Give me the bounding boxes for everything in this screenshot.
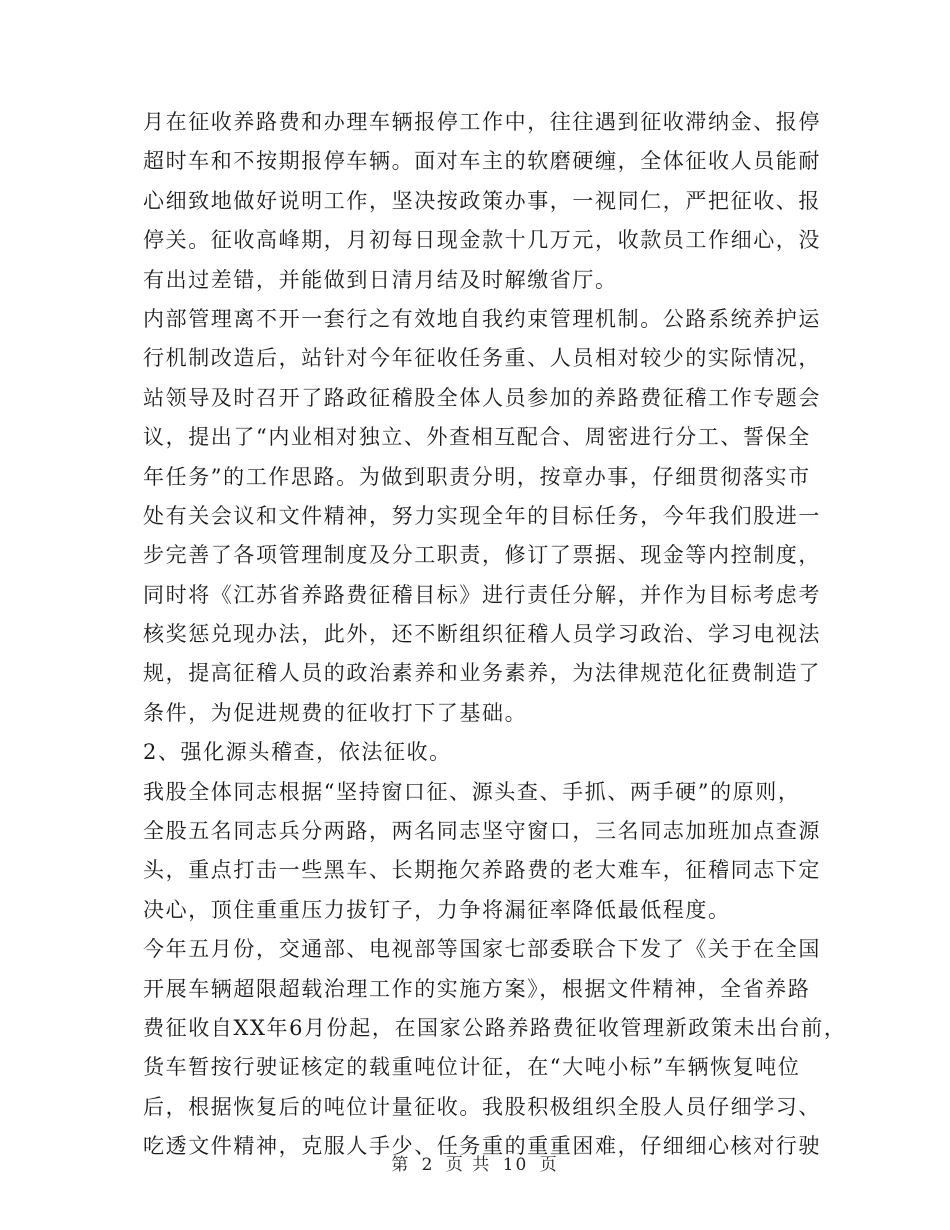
text-line: 年任务”的工作思路。为做到职责分明，按章办事，仔细贯彻落实市 [143, 464, 811, 489]
text-line: 今年五月份，交通部、电视部等国家七部委联合下发了《关于在全国 [143, 937, 821, 962]
text-line: 步完善了各项管理制度及分工职责，修订了票据、现金等内控制度， [143, 543, 821, 568]
text-line: 核奖惩兑现办法，此外，还不断组织征稽人员学习政治、学习电视法 [143, 622, 821, 647]
text-line: 站领导及时召开了路政征稽股全体人员参加的养路费征稽工作专题会 [143, 385, 821, 410]
text-line: 议，提出了“内业相对独立、外查相互配合、周密进行分工、誓保全 [143, 425, 811, 450]
text-line: 处有关会议和文件精神，努力实现全年的目标任务，今年我们股进一 [143, 503, 821, 528]
text-line: 条件，为促进规费的征收打下了基础。 [143, 700, 528, 725]
current-page-number: 2 [421, 1155, 435, 1175]
text-line: 全股五名同志兵分两路，两名同志坚守窗口，三名同志加班加点查源 [143, 819, 821, 844]
text-line: 吃透文件精神，克服人手少、任务重的重重困难，仔细细心核对行驶 [143, 1134, 821, 1159]
footer-middle: 页 共 [445, 1155, 492, 1175]
text-line: 超时车和不按期报停车辆。面对车主的软磨硬缠，全体征收人员能耐 [143, 149, 821, 174]
footer-suffix: 页 [539, 1155, 559, 1175]
section-heading: 2、强化源头稽查，依法征收。 [143, 740, 452, 765]
page-footer [0, 1150, 950, 1175]
text-line: 头，重点打击一些黑车、长期拖欠养路费的老大难车，征稽同志下定 [143, 858, 821, 883]
text-line: 有出过差错，并能做到日清月结及时解缴省厅。 [143, 267, 618, 292]
text-line: 月在征收养路费和办理车辆报停工作中，往往遇到征收滞纳金、报停 [143, 110, 821, 134]
footer-prefix: 第 [391, 1155, 411, 1175]
text-line: 开展车辆超限超载治理工作的实施方案》，根据文件精神，全省养路 [143, 976, 811, 1001]
text-line: 规，提高征稽人员的政治素养和业务素养，为法律规范化征费制造了 [143, 661, 821, 686]
text-line: 费征收自XX年6月份起，在国家公路养路费征收管理新政策未出台前， [143, 1015, 847, 1040]
text-line: 后，根据恢复后的吨位计量征收。我股积极组织全股人员仔细学习、 [143, 1094, 821, 1119]
text-line: 内部管理离不开一套行之有效地自我约束管理机制。公路系统养护运 [143, 306, 821, 331]
text-line: 停关。征收高峰期，月初每日现金款十几万元，收款员工作细心，没 [143, 228, 821, 253]
body-text [143, 103, 847, 1167]
text-line: 我股全体同志根据“坚持窗口征、源头查、手抓、两手硬”的原则， [143, 779, 801, 804]
text-line: 货车暂按行驶证核定的载重吨位计征，在“大吨小标”车辆恢复吨位 [143, 1055, 801, 1080]
text-line: 行机制改造后，站针对今年征收任务重、人员相对较少的实际情况， [143, 346, 821, 371]
text-line: 决心，顶住重重压力拔钉子，力争将漏征率降低最低程度。 [143, 897, 731, 922]
total-page-count: 10 [502, 1155, 529, 1175]
text-line: 心细致地做好说明工作，坚决按政策办事，一视同仁，严把征收、报 [143, 188, 821, 213]
text-line: 同时将《江苏省养路费征稽目标》进行责任分解，并作为目标考虑考 [143, 582, 821, 607]
